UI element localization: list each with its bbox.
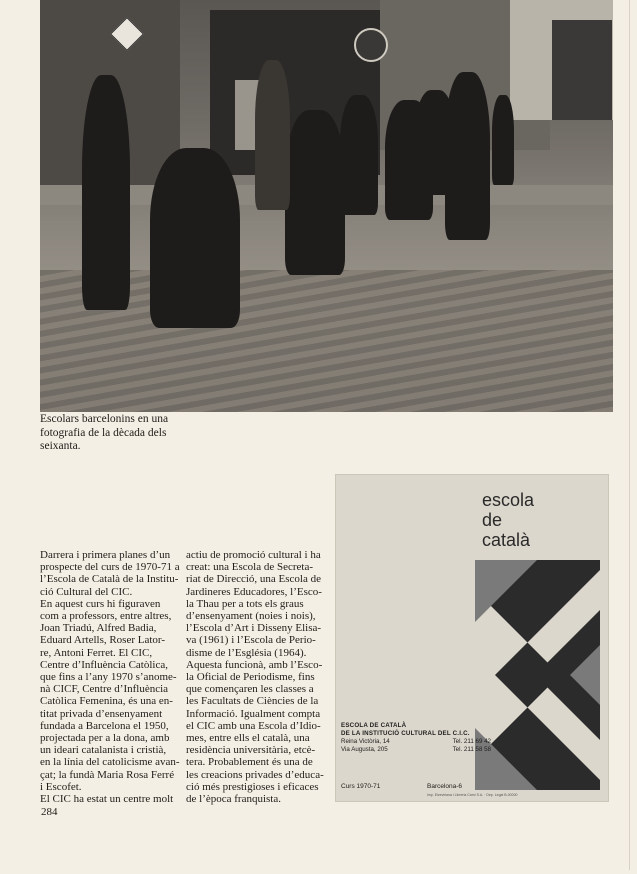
text-line: En aquest curs hi figuraven (40, 597, 161, 610)
brochure-title-line: escola (482, 490, 535, 510)
text-line: el CIC amb una Escola d’Idio- (186, 719, 321, 732)
text-line: fundada a Barcelona el 1950, (40, 719, 169, 732)
chevron-design-icon (475, 560, 600, 790)
text-line: disme de l’Església (1964). (186, 646, 307, 659)
child-figure (285, 110, 345, 275)
address-row (341, 738, 491, 746)
text-line: mes, entre ells el català, una (186, 732, 310, 745)
brochure-title-line: català (482, 530, 531, 550)
photo-caption (40, 413, 205, 454)
text-line: nà CICF, Centre d’Influència (40, 683, 169, 696)
text-line: Eduard Artells, Roser Lator- (40, 634, 166, 647)
text-line: en la línia del catolicisme avan- (40, 756, 180, 769)
text-line: tera. Probablement és una de (186, 756, 313, 769)
text-line: la Oficial de Periodisme, fins (186, 671, 315, 684)
child-figure (492, 95, 514, 185)
text-line: la Thau per a tots els graus (186, 597, 304, 610)
brochure-heading: ESCOLA DE CATALÀ (341, 722, 407, 729)
text-line: que fins a l’any 1970 s’anome- (40, 671, 177, 684)
text-line: titat privada d’ensenyament (40, 707, 163, 720)
adult-figure (255, 60, 290, 210)
text-line: un ideari catalanista i cristià, (40, 744, 167, 757)
text-line: i Escofet. (40, 780, 82, 793)
text-line: com a professors, entre altres, (40, 610, 172, 623)
text-line: ció més prestigioses i eficaces (186, 780, 319, 793)
running-child-figure (150, 148, 240, 328)
brochure-title (482, 490, 534, 550)
text-line: va (1961) i l’Escola de Perio- (186, 634, 316, 647)
brochure-address-block (341, 722, 491, 754)
coca-cola-sign-icon (354, 28, 388, 62)
text-line: Informació. Igualment compta (186, 707, 321, 720)
priest-figure (445, 72, 490, 240)
brochure-heading: DE LA INSTITUCIÓ CULTURAL DEL C.I.C. (341, 730, 470, 737)
text-line: que començaren les classes a (186, 683, 314, 696)
caption-line: fotografia de la dècada dels (40, 426, 167, 439)
truck (552, 20, 612, 120)
brochure-fineprint: Imp. Elzeviriana i Libreria Camí S.A. · Dep. Legal B-00000 (427, 793, 518, 797)
text-line: Jardineres Educadores, l’Esco- (186, 585, 322, 598)
address-street: Reina Victòria, 14 (341, 738, 390, 745)
man-figure (82, 75, 130, 310)
text-line: Darrera i primera planes d’un (40, 549, 171, 561)
text-line: l’Escola d’Art i Disseny Elisa- (186, 622, 322, 635)
address-phone: Tel. 211 58 58 (452, 746, 491, 753)
brochure-city: Barcelona-6 (427, 783, 463, 790)
text-line: les Facultats de Ciències de la (186, 695, 319, 708)
text-line: Catòlica Femenina, és una en- (40, 695, 173, 708)
caption-line: Escolars barcelonins en una (40, 413, 169, 425)
text-line: projectada per a la dona, amb (40, 732, 170, 745)
text-line: Centre d’Influència Catòlica, (40, 658, 168, 671)
text-line: les creacions privades d’educa- (186, 768, 324, 781)
text-line: ció Cultural del CIC. (40, 585, 133, 598)
brochure-image (335, 474, 609, 802)
text-line: prospecte del curs de 1970-71 a (40, 561, 180, 574)
address-row (341, 746, 491, 754)
text-line: actiu de promoció cultural i ha (186, 549, 321, 561)
text-column-1 (40, 549, 200, 805)
text-column-2 (186, 549, 346, 805)
photograph-schoolchildren (40, 0, 613, 412)
text-line: El CIC ha estat un centre molt (40, 793, 174, 806)
text-line: residència universitària, etcè- (186, 744, 316, 757)
text-line: de l’època franquista. (186, 793, 281, 806)
brochure-course: Curs 1970-71 (341, 783, 381, 790)
text-line: re, Antoni Ferret. El CIC, (40, 646, 153, 659)
caption-line: seixanta. (40, 440, 81, 452)
text-line: creat: una Escola de Secreta- (186, 561, 314, 574)
brochure-title-line: de (482, 510, 503, 530)
text-line: l’Escola de Català de la Institu- (40, 573, 179, 586)
text-line: riat de Direcció, una Escola de (186, 573, 321, 586)
text-line: Joan Triadú, Alfred Badia, (40, 622, 157, 635)
address-phone: Tel. 211 69 42 (452, 738, 491, 745)
child-figure (340, 95, 378, 215)
text-line: çat; la fundà Maria Rosa Ferré (40, 768, 175, 781)
text-line: d’ensenyament (noies i nois), (186, 610, 316, 623)
page-number: 284 (41, 806, 58, 818)
text-line: Aquesta funcionà, amb l’Esco- (186, 658, 323, 671)
address-street: Via Augusta, 205 (341, 746, 388, 753)
